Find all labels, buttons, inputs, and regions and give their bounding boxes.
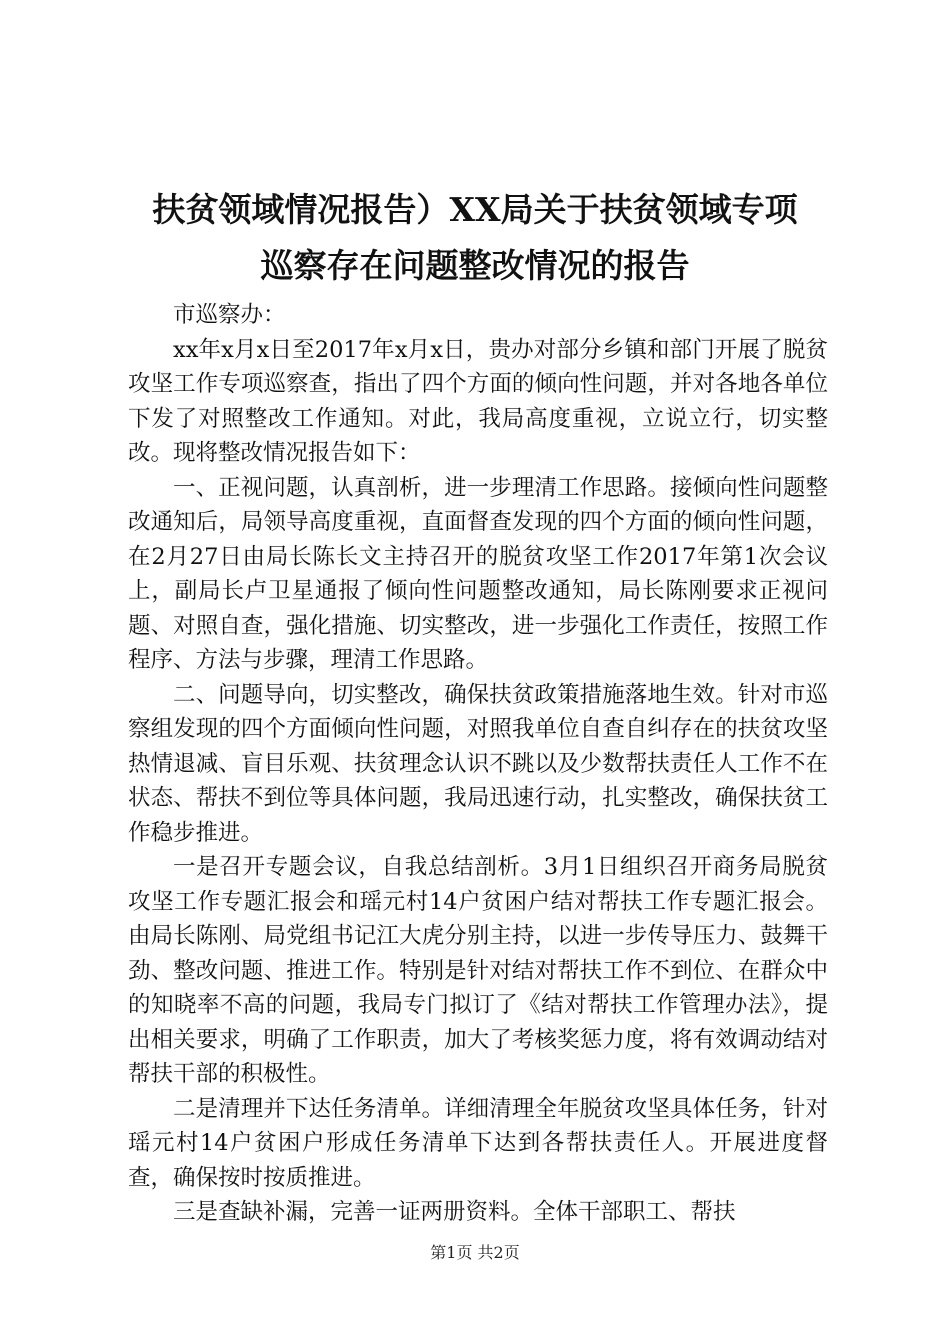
paragraph-item-3: 三是查缺补漏，完善一证两册资料。全体干部职工、帮扶 xyxy=(173,1199,736,1225)
paragraph-section-2: 二、问题导向，切实整改，确保扶贫政策措施落地生效。针对市巡察组发现的四个方面倾向性问题，对照我单位自查自纠存在的扶贫攻坚热情退减、盲目乐观、扶贫理念认识不跳以及少数帮扶责任人工作不在状态、帮扶不到位等具体问题，我局迅速行动，扎实整改，确保扶贫工作稳步推进。 xyxy=(128,681,828,846)
paragraph-item-2: 二是清理并下达任务清单。详细清理全年脱贫攻坚具体任务，针对瑶元村14户贫困户形成任务清单下达到各帮扶责任人。开展进度督查，确保按时按质推进。 xyxy=(128,1095,828,1191)
salutation: 市巡察办： xyxy=(173,302,286,328)
paragraph-intro: xx年x月x日至2017年x月x日，贵办对部分乡镇和部门开展了脱贫攻坚工作专项巡察查，指出了四个方面的倾向性问题，并对各地各单位下发了对照整改工作通知。对此，我局高度重视，立说立行，切实整改。现将整改情况报告如下： xyxy=(128,336,828,466)
paragraph-section-1: 一、正视问题，认真剖析，进一步理清工作思路。接倾向性问题整改通知后，局领导高度重视，直面督查发现的四个方面的倾向性问题，在2月27日由局长陈长文主持召开的脱贫攻坚工作2017年第1次会议上，副局长卢卫星通报了倾向性问题整改通知，局长陈刚要求正视问题、对照自查，强化措施、切实整改，进一步强化工作责任，按照工作程序、方法与步骤，理清工作思路。 xyxy=(128,474,828,673)
document-title-line-1: 扶贫领域情况报告）XX局关于扶贫领域专项 xyxy=(152,190,798,229)
paragraph-item-1: 一是召开专题会议，自我总结剖析。3月1日组织召开商务局脱贫攻坚工作专题汇报会和瑶元村14户贫困户结对帮扶工作专题汇报会。由局长陈刚、局党组书记江大虎分别主持，以进一步传导压力、鼓舞干劲、整改问题、推进工作。特别是针对结对帮扶工作不到位、在群众中的知晓率不高的问题，我局专门拟订了《结对帮扶工作管理办法》，提出相关要求，明确了工作职责，加大了考核奖惩力度，将有效调动结对帮扶干部的积极性。 xyxy=(128,854,828,1087)
document-body xyxy=(128,298,828,1230)
page-footer: 第1页 共2页 xyxy=(430,1243,520,1262)
document-title-line-2: 巡察存在问题整改情况的报告 xyxy=(260,246,690,285)
